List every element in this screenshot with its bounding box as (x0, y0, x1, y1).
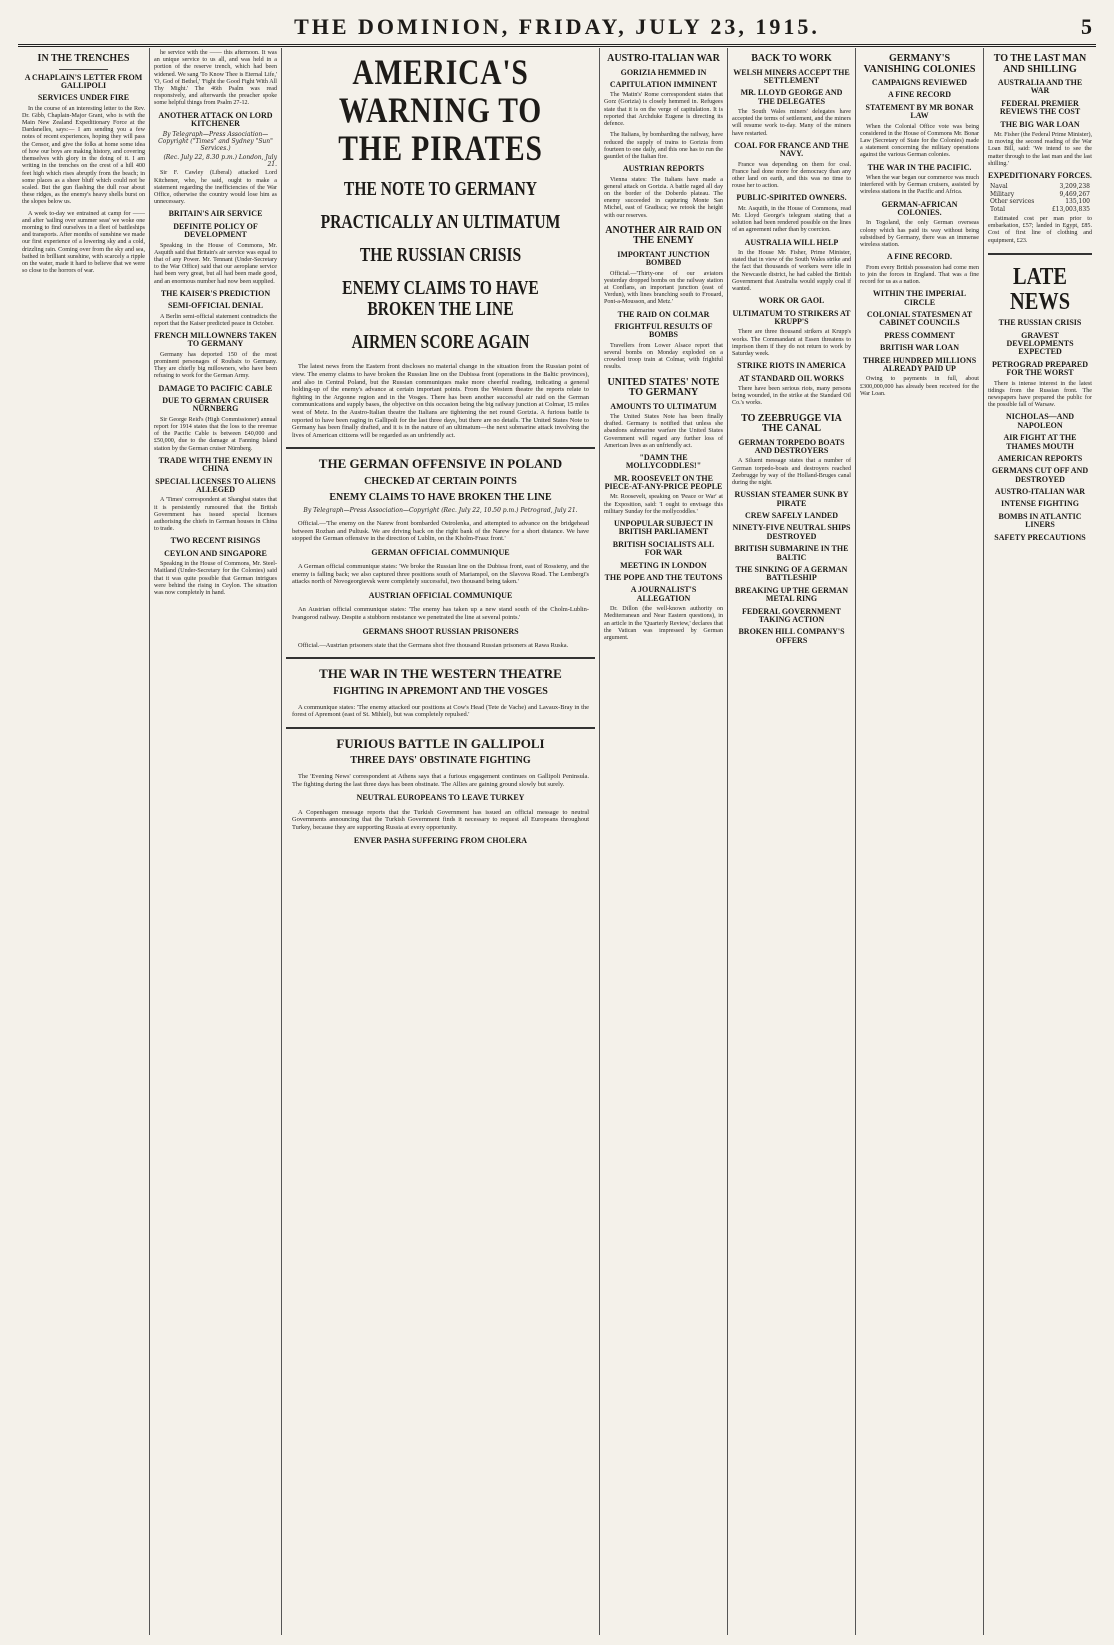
article-text: The 'Matin's' Rome correspondent states that Gorz (Gorizia) is closely hemmed in. Refugees state that it is on the verge of capitulation. It is reported that Archduke Eugene is directing its defence. (604, 92, 723, 128)
table-caption: EXPEDITIONARY FORCES. (988, 170, 1092, 180)
main-headline: AMERICA'S WARNING TO THE PIRATES (338, 52, 543, 168)
article-text: Speaking in the House of Commons, Mr. Steel-Maitland (Under-Secretary for the Colonies) said that it was quite possible that German intrigues were behind the rising in Ceylon. The situation was now completely in hand. (154, 561, 277, 596)
table-cell: 3,209,238 (1059, 183, 1090, 191)
article-text: he service with the —— this afternoon. It was an unique service to us all, and was held in a portion of the reserve trench, which had been widened. We sang 'To Know Thee is Eternal Life,' 'O, God of Bethel,' 'Fight the Good Fight With All Thy Might.' The 46th Psalm was read responsively, and afterwards the preacher spoke some helpful things from Psalm 27-12. (154, 50, 277, 107)
article-text: Speaking in the House of Commons, Mr. Asquith said that Britain's air service was equal to that of any Power. Mr. Tennant (Under-Secretary to the War Office) said that our aeroplane service had been very great, but all had been made good, and an enormous number had now been supplied. (154, 242, 277, 285)
headline: AUSTRO-ITALIAN WAR (994, 487, 1086, 497)
article-text: The South Wales miners' delegates have accepted the terms of settlement, and the miners will resume work to-day. Many of the miners have restarted. (732, 109, 851, 137)
subheadline: THREE HUNDRED MILLIONS ALREADY PAID UP (862, 355, 977, 373)
headline: THE GERMAN OFFENSIVE IN POLAND (318, 456, 563, 472)
table-cell: 9,469,267 (1059, 190, 1090, 198)
headline: GERMANY'S VANISHING COLONIES (863, 53, 976, 75)
headline: BRITISH WAR LOAN (880, 343, 959, 353)
subheadline: GERMANS SHOOT RUSSIAN PRISONERS (362, 626, 519, 636)
table-row (990, 183, 1090, 190)
subheadline: DUE TO GERMAN CRUISER NÜRNBERG (162, 395, 269, 414)
article-text: Official.—Austrian prisoners state that the Germans shot five thousand Russian prisoners at Rawa Ruska. (298, 641, 569, 649)
table-cell: Total (990, 205, 1006, 213)
subheadline: AMERICAN REPORTS (997, 453, 1083, 463)
table-cell: £13,003,835 (1051, 205, 1090, 213)
subheadline: THREE DAYS' OBSTINATE FIGHTING (350, 755, 531, 767)
table-row (990, 191, 1090, 198)
article-text: A week to-day we entrained at camp for —— and after 'sailing over summer seas' we woke one morning to find ourselves in a fleet of battleships and transports. After months of sunshine we made our first experience of a lowering sky and a cold, drizzling rain. Coming over from the sky and sea, bathed in brilliant sunshine, with scarcely a ripple on the water, made it hard to believe that we were so close to the horrors of war. (22, 210, 145, 275)
headline: BOMBS IN ATLANTIC LINERS (998, 511, 1082, 530)
table-cell: Naval (990, 183, 1008, 191)
subheadline: AUSTRALIA AND THE WAR (997, 78, 1083, 96)
subheadline: FRIGHTFUL RESULTS OF BOMBS (614, 321, 713, 340)
subheadline: GERMAN-AFRICAN COLONIES. (881, 199, 958, 217)
subheadline: GERMAN OFFICIAL COMMUNIQUE (371, 547, 510, 557)
subheadline: PETROGRAD PREPARED FOR THE WORST (991, 359, 1089, 378)
subheadline: A CHAPLAIN'S LETTER FROM GALLIPOLI (24, 72, 143, 90)
headline: ANOTHER AIR RAID ON THE ENEMY (605, 224, 722, 247)
subheadline: BRITISH SOCIALISTS ALL FOR WAR (612, 539, 715, 558)
article-text: Estimated cost per man prior to embarkation, £57; landed in Egypt, £85. Cost of first line of clothing and equipment, £23. (988, 215, 1092, 244)
subheadline: AMOUNTS TO ULTIMATUM (610, 401, 717, 411)
byline: By Telegraph—Press Association—Copyright ("Times" and Sydney "Sun" Services.) (158, 131, 273, 153)
subheadline: MR. LLOYD GEORGE AND THE DELEGATES (740, 88, 843, 106)
article-text: In Togoland, the only German overseas colony which has paid its way without being subsidised by Germany, there was an immense wireless station. (860, 220, 979, 248)
headline: UNITED STATES' NOTE TO GERMANY (607, 376, 720, 398)
headline: THE NOTE TO GERMANY (343, 178, 538, 201)
subheadline: CAMPAIGNS REVIEWED (871, 78, 968, 87)
late-news-heading: LATE NEWS (1009, 263, 1071, 315)
subheadline: PUBLIC-SPIRITED OWNERS. (736, 193, 847, 203)
subheadline: NICHOLAS—AND NAPOLEON (1005, 412, 1074, 430)
column-2 (150, 48, 282, 1635)
headline: "DAMN THE MOLLYCODDLES!" (625, 452, 702, 471)
dateline: (Rec. July 22, 8.30 p.m.) London, July 21. (163, 154, 277, 169)
article-text: A 'Times' correspondent at Shanghai states that it is persistently rumoured that the British Government has issued special licenses authorising the chiefs in German houses in China to trade. (154, 497, 277, 533)
subheadline: WORK OR GAOL (758, 296, 825, 306)
subheadline: BREAKING UP THE GERMAN METAL RING (735, 585, 848, 604)
column-7 (984, 48, 1096, 1635)
subheadline: AT STANDARD OIL WORKS (739, 373, 844, 383)
article-text: An Austrian official communique states: 'The enemy has taken up a new stand south of the Cholm-Lublin-Ivangorod railway. Despite a stubborn resistance we penetrated the line at several points.' (292, 606, 589, 621)
article-text: The 'Evening News' correspondent at Athens says that a furious engagement continues on Gallipoli Peninsula. The fighting during the last three days has been obstinate. The Allies are gaining ground slowly but surely. (292, 772, 589, 788)
article-text: A Copenhagen message reports that the Turkish Government has issued an official message to neutral Governments announcing that the Turkish Government finds it necessary to request all Europeans throughout Turkey, because they are supporting Russia at every opportunity. (292, 808, 589, 831)
article-text: Official.—'The enemy on the Narew front bombarded Ostrolenka, and attempted to advance on the bridgehead between Rozhan and Pultusk. We are driving back on the right bank of the Narew for a short distance. We have stopped the German offensive in the direction of Lublin, on the Kholm-Frasz front.' (292, 519, 589, 543)
article-text: A communique states: 'The enemy attacked our positions at Cow's Head (Tete de Vache) and Lavaux-Bray in the forest of Apremont (east of St. Mihiel), but was completely repulsed.' (292, 703, 589, 719)
subheadline: GORIZIA HEMMED IN (620, 67, 707, 77)
subheadline: CREW SAFELY LANDED (744, 511, 839, 521)
subheadline: NINETY-FIVE NEUTRAL SHIPS DESTROYED (732, 523, 851, 541)
subheadline: COAL FOR FRANCE AND THE NAVY. (734, 140, 849, 159)
column-4 (600, 48, 728, 1635)
headline: AUSTRO-ITALIAN WAR (607, 53, 720, 64)
table-row (990, 198, 1090, 205)
subheadline: GRAVEST DEVELOPMENTS EXPECTED (1006, 330, 1074, 357)
headline: PRACTICALLY AN ULTIMATUM (320, 211, 561, 234)
subheadline: IMPORTANT JUNCTION BOMBED (617, 249, 710, 268)
headline: WITHIN THE IMPERIAL CIRCLE (872, 289, 967, 307)
table-cell: Military (990, 190, 1015, 198)
subheadline: THE BIG WAR LOAN (1000, 119, 1080, 129)
subheadline: UNPOPULAR SUBJECT IN BRITISH PARLIAMENT (614, 519, 713, 537)
headline: TWO RECENT RISINGS (170, 536, 261, 546)
subheadline: WELSH MINERS ACCEPT THE SETTLEMENT (733, 67, 850, 85)
article-text: The Italians, by bombarding the railway, have reduced the supply of trains to Gorizia from fourteen to one daily, and this one has to run the gauntlet of the Italian fire. (604, 132, 723, 160)
headline: TRADE WITH THE ENEMY IN CHINA (158, 455, 273, 474)
subheadline: BROKEN HILL COMPANY'S OFFERS (738, 627, 845, 645)
article-text: Sir George Reid's (High Commissioner) annual report for 1914 states that the loss to the revenue of the Pacific Cable is between £40,000 and £50,000, due to the damage at Fanning Island station by the German cruiser Nürnberg. (154, 416, 277, 452)
article-text: Vienna states: The Italians have made a general attack on Gorizia. A battle raged all day on the border of the Doberdo plateau. The enemy succeeded in capturing Monte San Michel, east of Gradisca; we retook the height with our reserves. (604, 176, 723, 219)
subheadline: STRIKE RIOTS IN AMERICA (737, 361, 846, 371)
article-text: France was depending on them for coal. France had done more for democracy than any other land on earth, and this was no time to rouse her to action. (732, 161, 851, 190)
subheadline: THE RAID ON COLMAR (617, 309, 710, 319)
article-text: A German official communique states: 'We broke the Russian line on the Dubissa front, east of Rossieny, and the enemy is falling back; we also captured three positions south of Mariampol, on the Slavova Road. The Lembergi's attacks north of Novogeorgievsk were completely successful, two thousand being taken.' (292, 563, 589, 586)
columns (18, 48, 1096, 1635)
subheadline: THE SINKING OF A GERMAN BATTLESHIP (735, 564, 848, 583)
table-cell: Other services (990, 198, 1035, 206)
subheadline: A FINE RECORD (887, 90, 952, 100)
article-text: Travellers from Lower Alsace report that several bombs on Monday exploded on a crowded troop train at Colmar, with frightful results. (604, 342, 723, 371)
subheadline: DEFINITE POLICY OF DEVELOPMENT (173, 221, 258, 240)
subheadline: AUSTRALIA WILL HELP (744, 237, 839, 247)
subheadline: SERVICES UNDER FIRE (37, 93, 130, 103)
column-1 (18, 48, 150, 1635)
column-6 (856, 48, 984, 1635)
subheadline: ENVER PASHA SUFFERING FROM CHOLERA (353, 836, 528, 846)
subheadline: CAPITULATION IMMINENT (609, 79, 718, 89)
headline: ANOTHER ATTACK ON LORD KITCHENER (158, 110, 273, 129)
headline: THE WAR IN THE WESTERN THEATRE (319, 666, 562, 682)
headline: ENEMY CLAIMS TO HAVE BROKEN THE LINE (342, 277, 539, 321)
article-text: The United States Note has been finally drafted. Germany is notified that unless she abandons submarine warfare the United States Government will regard any further loss of American lives as an unfriendly act. (604, 413, 723, 449)
subheadline: INTENSE FIGHTING (1000, 499, 1080, 509)
table-row (990, 206, 1090, 213)
subheadline: FIGHTING IN APREMONT AND THE VOSGES (333, 686, 548, 698)
headline: THE RUSSIAN CRISIS (998, 318, 1082, 328)
subheadline: A FINE RECORD. (886, 252, 953, 262)
subheadline: MR. ROOSEVELT ON THE PIECE-AT-ANY-PRICE PEOPLE (604, 473, 723, 492)
column-5 (728, 48, 856, 1635)
subheadline: SAFETY PRECAUTIONS (994, 532, 1086, 542)
article-text: When the war began our commerce was much interfered with by German cruisers, assisted by wireless stations in the Pacific and Africa. (860, 174, 979, 196)
article-text: Mr. Roosevelt, speaking on 'Peace or War' at the Exposition, said: 'I ought to envisage this military Sunday for the mollycoddles.' (604, 494, 723, 515)
subheadline: CEYLON AND SINGAPORE (164, 548, 267, 558)
subheadline: PRESS COMMENT (884, 330, 955, 340)
article-text: Owing to payments in full, about £300,000,000 has already been received for the War Loan. (860, 376, 979, 397)
subheadline: FEDERAL GOVERNMENT TAKING ACTION (742, 606, 841, 624)
subheadline: ENEMY CLAIMS TO HAVE BROKEN THE LINE (329, 492, 552, 504)
subheadline: GERMAN TORPEDO BOATS AND DESTROYERS (738, 437, 845, 456)
headline: DAMAGE TO PACIFIC CABLE (158, 383, 273, 393)
article-text: When the Colonial Office vote was being considered in the House of Commons Mr. Bonar Law (Secretary of State for the Colonies) made a statement concerning the military operations against the various German colonies. (860, 123, 979, 159)
subheadline: ULTIMATUM TO STRIKERS AT KRUPP'S (732, 308, 851, 327)
headline: BRITAIN'S AIR SERVICE (168, 209, 263, 219)
subheadline: THE WAR IN THE PACIFIC. (867, 162, 972, 172)
article-text: A Berlin semi-official statement contradicts the report that the Kaiser predicted peace in October. (154, 313, 277, 327)
headline: BACK TO WORK (751, 53, 832, 64)
subheadline: RUSSIAN STEAMER SUNK BY PIRATE (734, 490, 849, 508)
lead-paragraph: The latest news from the Eastern front discloses no material change in the situation from the Russian point of view. The enemy claims to have broken the Russian line on the Dubissa front (operations in the Baltic provinces), and also in Central Poland, but the Russian communiques make more cheerful reading, indicating a general holding-up of the enemy's advance at certain important points. From the Western theatre the reports relate to fighting in the Argonne region and in the Vosges. There has been another successful air raid on the German communications and supply bases, the objective on this occasion being the big railway junction at Colmar, 15 miles west of Metz. In the Austro-Italian theatre the Italians are tightening the net round Gorizia. A furious battle is reported to have been raging in Gallipoli for the last three days, but there are no details. The United States Note to Germany has been finally drafted, and it is in the nature of an ultimatum—the next submarine attack involving the lives of American citizens will be regarded as an unfriendly act. (292, 363, 589, 439)
subheadline: MEETING IN LONDON (620, 560, 707, 570)
headline: FURIOUS BATTLE IN GALLIPOLI (336, 735, 545, 751)
headline: TO ZEEBRUGGE VIA THE CANAL (741, 412, 842, 435)
headline: THE RUSSIAN CRISIS (359, 244, 522, 267)
headline: TO THE LAST MAN AND SHILLING (993, 53, 1087, 75)
subheadline: STATEMENT BY MR BONAR LAW (865, 102, 974, 121)
subheadline: A JOURNALIST'S ALLEGATION (630, 585, 697, 603)
article-text: Official.—'Thirty-one of our aviators yesterday dropped bombs on the railway station at Conflans, an important junction (east of Verdun), with lines branching south to Frouard, Pont-a-Mousson, and Metz.' (604, 270, 723, 306)
subheadline: THE POPE AND THE TEUTONS (604, 573, 723, 583)
subheadline: BRITISH SUBMARINE IN THE BALTIC (734, 544, 849, 562)
article-text: There are three thousand strikers at Krupp's works. The Commandant at Essen threatens to imprison them if they do not return to work by Saturday week. (732, 329, 851, 358)
article-text: A Siluent message states that a number of German torpedo-boats and destroyers reached Zeebrugge by way of the Holland-Bruges canal during the night. (732, 458, 851, 487)
article-text: Mr. Fisher (the Federal Prime Minister), in moving the second reading of the War Loan Bill, said: 'We intend to see the matter through to the last man and the last shilling.' (988, 131, 1092, 167)
subheadline: SEMI-OFFICIAL DENIAL (168, 301, 263, 311)
article-text: In the course of an interesting letter to the Rev. Dr. Gibb, Chaplain-Major Grant, who is with the Main New Zealand Expeditionary Force at the Dardanelles, says:— I am sending you a few notes of recent experiences, hoping they will pass the Censor, and give the folks at home some idea of how our boys are making history, and covering themselves with glory in the doing of it. I am writing in the trenches on the crest of a hill 400 feet high which rises abruptly from the beach; in some places as a sheer bluff which could not be scaled. But the gun flashing the dull roar about these ridges, as the enemy's heavy shells burst on the slopes below us. (22, 105, 145, 206)
subheadline: COLONIAL STATESMEN AT CABINET COUNCILS (866, 309, 973, 328)
forces-table (990, 183, 1090, 213)
page-number: 5 (1081, 14, 1092, 39)
headline: IN THE TRENCHES (37, 53, 130, 64)
headline: AIRMEN SCORE AGAIN (351, 331, 530, 354)
article-text: There have been serious riots, many persons being wounded, in the strike at the Standard Oil Co.'s works. (732, 386, 851, 407)
subheadline: FEDERAL PREMIER REVIEWS THE COST (999, 98, 1081, 117)
masthead-title: THE DOMINION, FRIDAY, JULY 23, 1915. (294, 14, 820, 39)
article-text: From every British possession had come men to join the forces in England. That was a fine record for us as a nation. (860, 264, 979, 285)
article-text: Sir F. Cawley (Liberal) attacked Lord Kitchener, who, he said, ought to make a statement regarding the inefficiencies of the War Office, otherwise the country would lose him as unnecessary. (154, 170, 277, 206)
article-text: Dr. Dillon (the well-known authority on Mediterranean and Near Eastern questions), in an article in the 'Quarterly Review,' declares that the Vatican was impressed by German argument. (604, 606, 723, 642)
feature-column (282, 48, 600, 1635)
subheadline: SPECIAL LICENSES TO ALIENS ALLEGED (155, 476, 276, 494)
article-text: Germany has deported 150 of the most prominent personages of Roubaix to Germany. They are chiefly big millowners, who have been refusing to work for the German Army. (154, 351, 277, 380)
byline: By Telegraph—Press Association—Copyright (Rec. July 22, 10.50 p.m.) Petrograd, July 21. (303, 506, 578, 514)
article-text: In the House Mr. Fisher, Prime Minister, stated that in view of the South Wales strike and the fact that thousands of workers were idle in the Newcastle district, he had cabled the British Government that Australia would supply coal if wanted. (732, 250, 851, 293)
headline: THE KAISER'S PREDICTION (160, 288, 271, 298)
headline: AIR FIGHT AT THE THAMES MOUTH (1003, 433, 1077, 451)
subheadline: AUSTRIAN OFFICIAL COMMUNIQUE (368, 590, 513, 600)
table-cell: 135,100 (1065, 198, 1090, 206)
subheadline: CHECKED AT CERTAIN POINTS (364, 475, 517, 487)
subheadline: GERMANS CUT OFF AND DESTROYED (991, 466, 1089, 484)
headline: FRENCH MILLOWNERS TAKEN TO GERMANY (154, 331, 277, 349)
masthead (18, 10, 1096, 47)
subheadline: AUSTRIAN REPORTS (622, 164, 705, 174)
article-text: There is intense interest in the latest tidings from the Russian front. The newspapers have prepared the public for the possible fall of Warsaw. (988, 380, 1092, 409)
subheadline: NEUTRAL EUROPEANS TO LEAVE TURKEY (356, 793, 525, 803)
article-text: Mr. Asquith, in the House of Commons, read Mr. Lloyd George's telegram stating that a solution had been rendered possible on the lines of an agreement rather than by coercion. (732, 205, 851, 234)
